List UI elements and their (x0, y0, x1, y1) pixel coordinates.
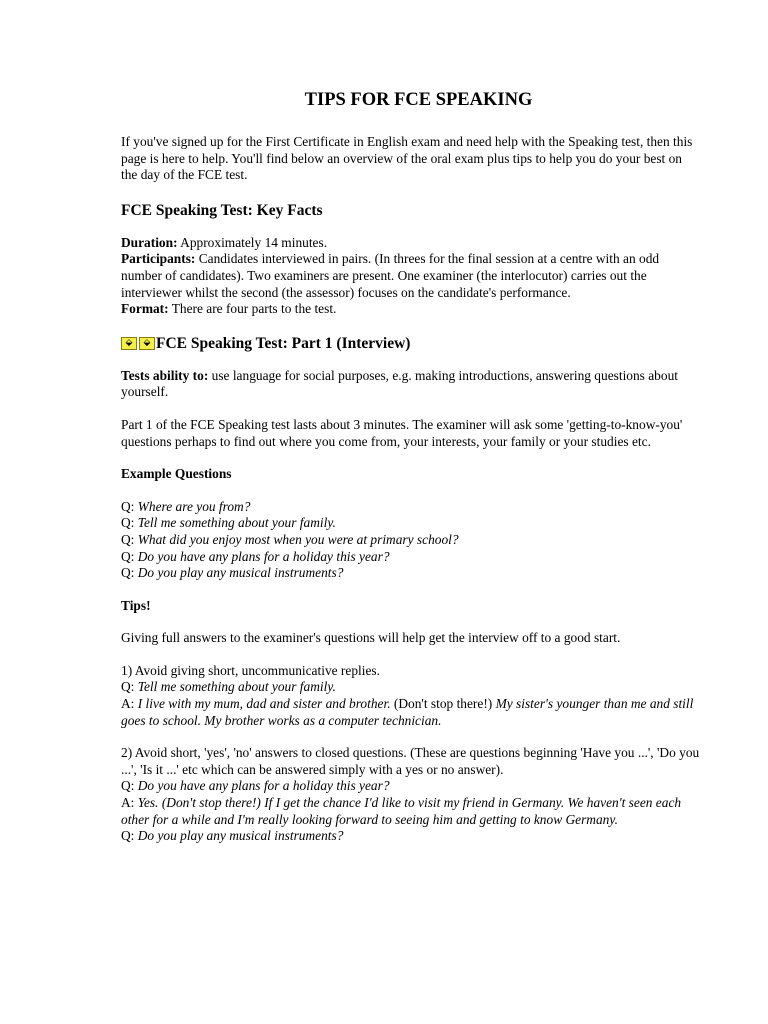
tips-intro: Giving full answers to the examiner's questions will help get the interview off to a good start. (121, 630, 621, 646)
document-content (121, 88, 701, 845)
format-label: Format: (121, 301, 169, 317)
key-facts-heading: FCE Speaking Test: Key Facts (121, 201, 323, 219)
key-facts-block (121, 235, 701, 318)
question-prefix: Q: (121, 515, 138, 531)
participants-text: Candidates interviewed in pairs. (In threes for the final session at a centre with an odd number of candidates). Two examiners are present. One examiner (the interlocutor) carries out the interviewer whilst the second (the assessor) focuses on the candidate's performance. (121, 251, 660, 300)
question-text: Where are you from? (137, 498, 251, 514)
list-item (121, 565, 701, 582)
question-text: Do you have any plans for a holiday this year? (137, 778, 390, 794)
tests-ability-label: Tests ability to: (121, 367, 209, 383)
format-text: There are four parts to the test. (168, 301, 337, 317)
question-text: Do you play any musical instruments? (137, 565, 344, 581)
list-item (121, 532, 701, 549)
tip-2-question-2 (121, 828, 701, 845)
tip-2-answer (121, 795, 701, 828)
tips-heading: Tips! (121, 597, 151, 613)
answer-text: I live with my mum, dad and sister and brother. (137, 696, 391, 712)
question-text: Do you play any musical instruments? (137, 828, 344, 844)
question-text: What did you enjoy most when you were at primary school? (137, 531, 459, 547)
paper-link-icon[interactable]: ⬙ (121, 337, 137, 350)
answer-text: Yes. (Don't stop there!) If I get the chance I'd like to visit my friend in Germany. We haven't seen each other for a while and I'm really looking forward to seeing him and getting to know Germany. (121, 795, 682, 827)
part1-heading-text: FCE Speaking Test: Part 1 (Interview) (156, 334, 411, 352)
tip-2 (121, 745, 701, 845)
paper-link-icon[interactable]: ⬙ (139, 337, 155, 350)
answer-text: My sister's younger than me and still goes to school. My brother works as a computer technician. (121, 696, 694, 728)
participants-label: Participants: (121, 251, 196, 267)
example-questions-list (121, 499, 701, 582)
tip-2-title: 2) Avoid short, 'yes', 'no' answers to closed questions. (These are questions beginning 'Have you ...', 'Do you ...', 'Is it ...' etc which can be answered simply with a yes or no answer). (121, 745, 700, 777)
question-text: Tell me something about your family. (137, 515, 336, 531)
answer-prefix: A: (121, 795, 138, 811)
list-item (121, 549, 701, 566)
participants-line (121, 251, 701, 301)
tip-1-title: 1) Avoid giving short, uncommunicative replies. (121, 662, 380, 678)
part1-description: Part 1 of the FCE Speaking test lasts about 3 minutes. The examiner will ask some 'getting-to-know-you' questions perhaps to find out where you come from, your interests, your family or your studies etc. (121, 416, 683, 449)
answer-prefix: A: (121, 696, 138, 712)
example-questions-heading: Example Questions (121, 466, 232, 482)
question-text: Tell me something about your family. (137, 679, 336, 695)
question-prefix: Q: (121, 498, 138, 514)
question-text: Do you have any plans for a holiday this year? (137, 548, 390, 564)
question-prefix: Q: (121, 531, 138, 547)
question-prefix: Q: (121, 778, 138, 794)
tests-ability-text: use language for social purposes, e.g. making introductions, answering questions about yourself. (121, 367, 678, 400)
format-line (121, 301, 701, 318)
page-title: TIPS FOR FCE SPEAKING (304, 90, 533, 110)
tip-1-question (121, 679, 701, 696)
part1-icons (121, 337, 155, 350)
part1-heading (121, 334, 701, 354)
duration-label: Duration: (121, 234, 178, 250)
question-prefix: Q: (121, 565, 138, 581)
tip-2-question (121, 778, 701, 795)
question-prefix: Q: (121, 828, 138, 844)
duration-text: Approximately 14 minutes. (177, 234, 328, 250)
list-item (121, 499, 701, 516)
tests-ability-paragraph (121, 368, 701, 401)
list-item (121, 515, 701, 532)
intro-paragraph: If you've signed up for the First Certificate in English exam and need help with the Speaking test, then this page is here to help. You'll find below an overview of the oral exam plus tips to help you do your best on the day of the FCE test. (121, 134, 693, 183)
question-prefix: Q: (121, 548, 138, 564)
answer-note: (Don't stop there!) (390, 696, 496, 712)
question-prefix: Q: (121, 679, 138, 695)
tip-1-answer (121, 696, 701, 729)
duration-line (121, 235, 701, 252)
tip-1 (121, 663, 701, 729)
